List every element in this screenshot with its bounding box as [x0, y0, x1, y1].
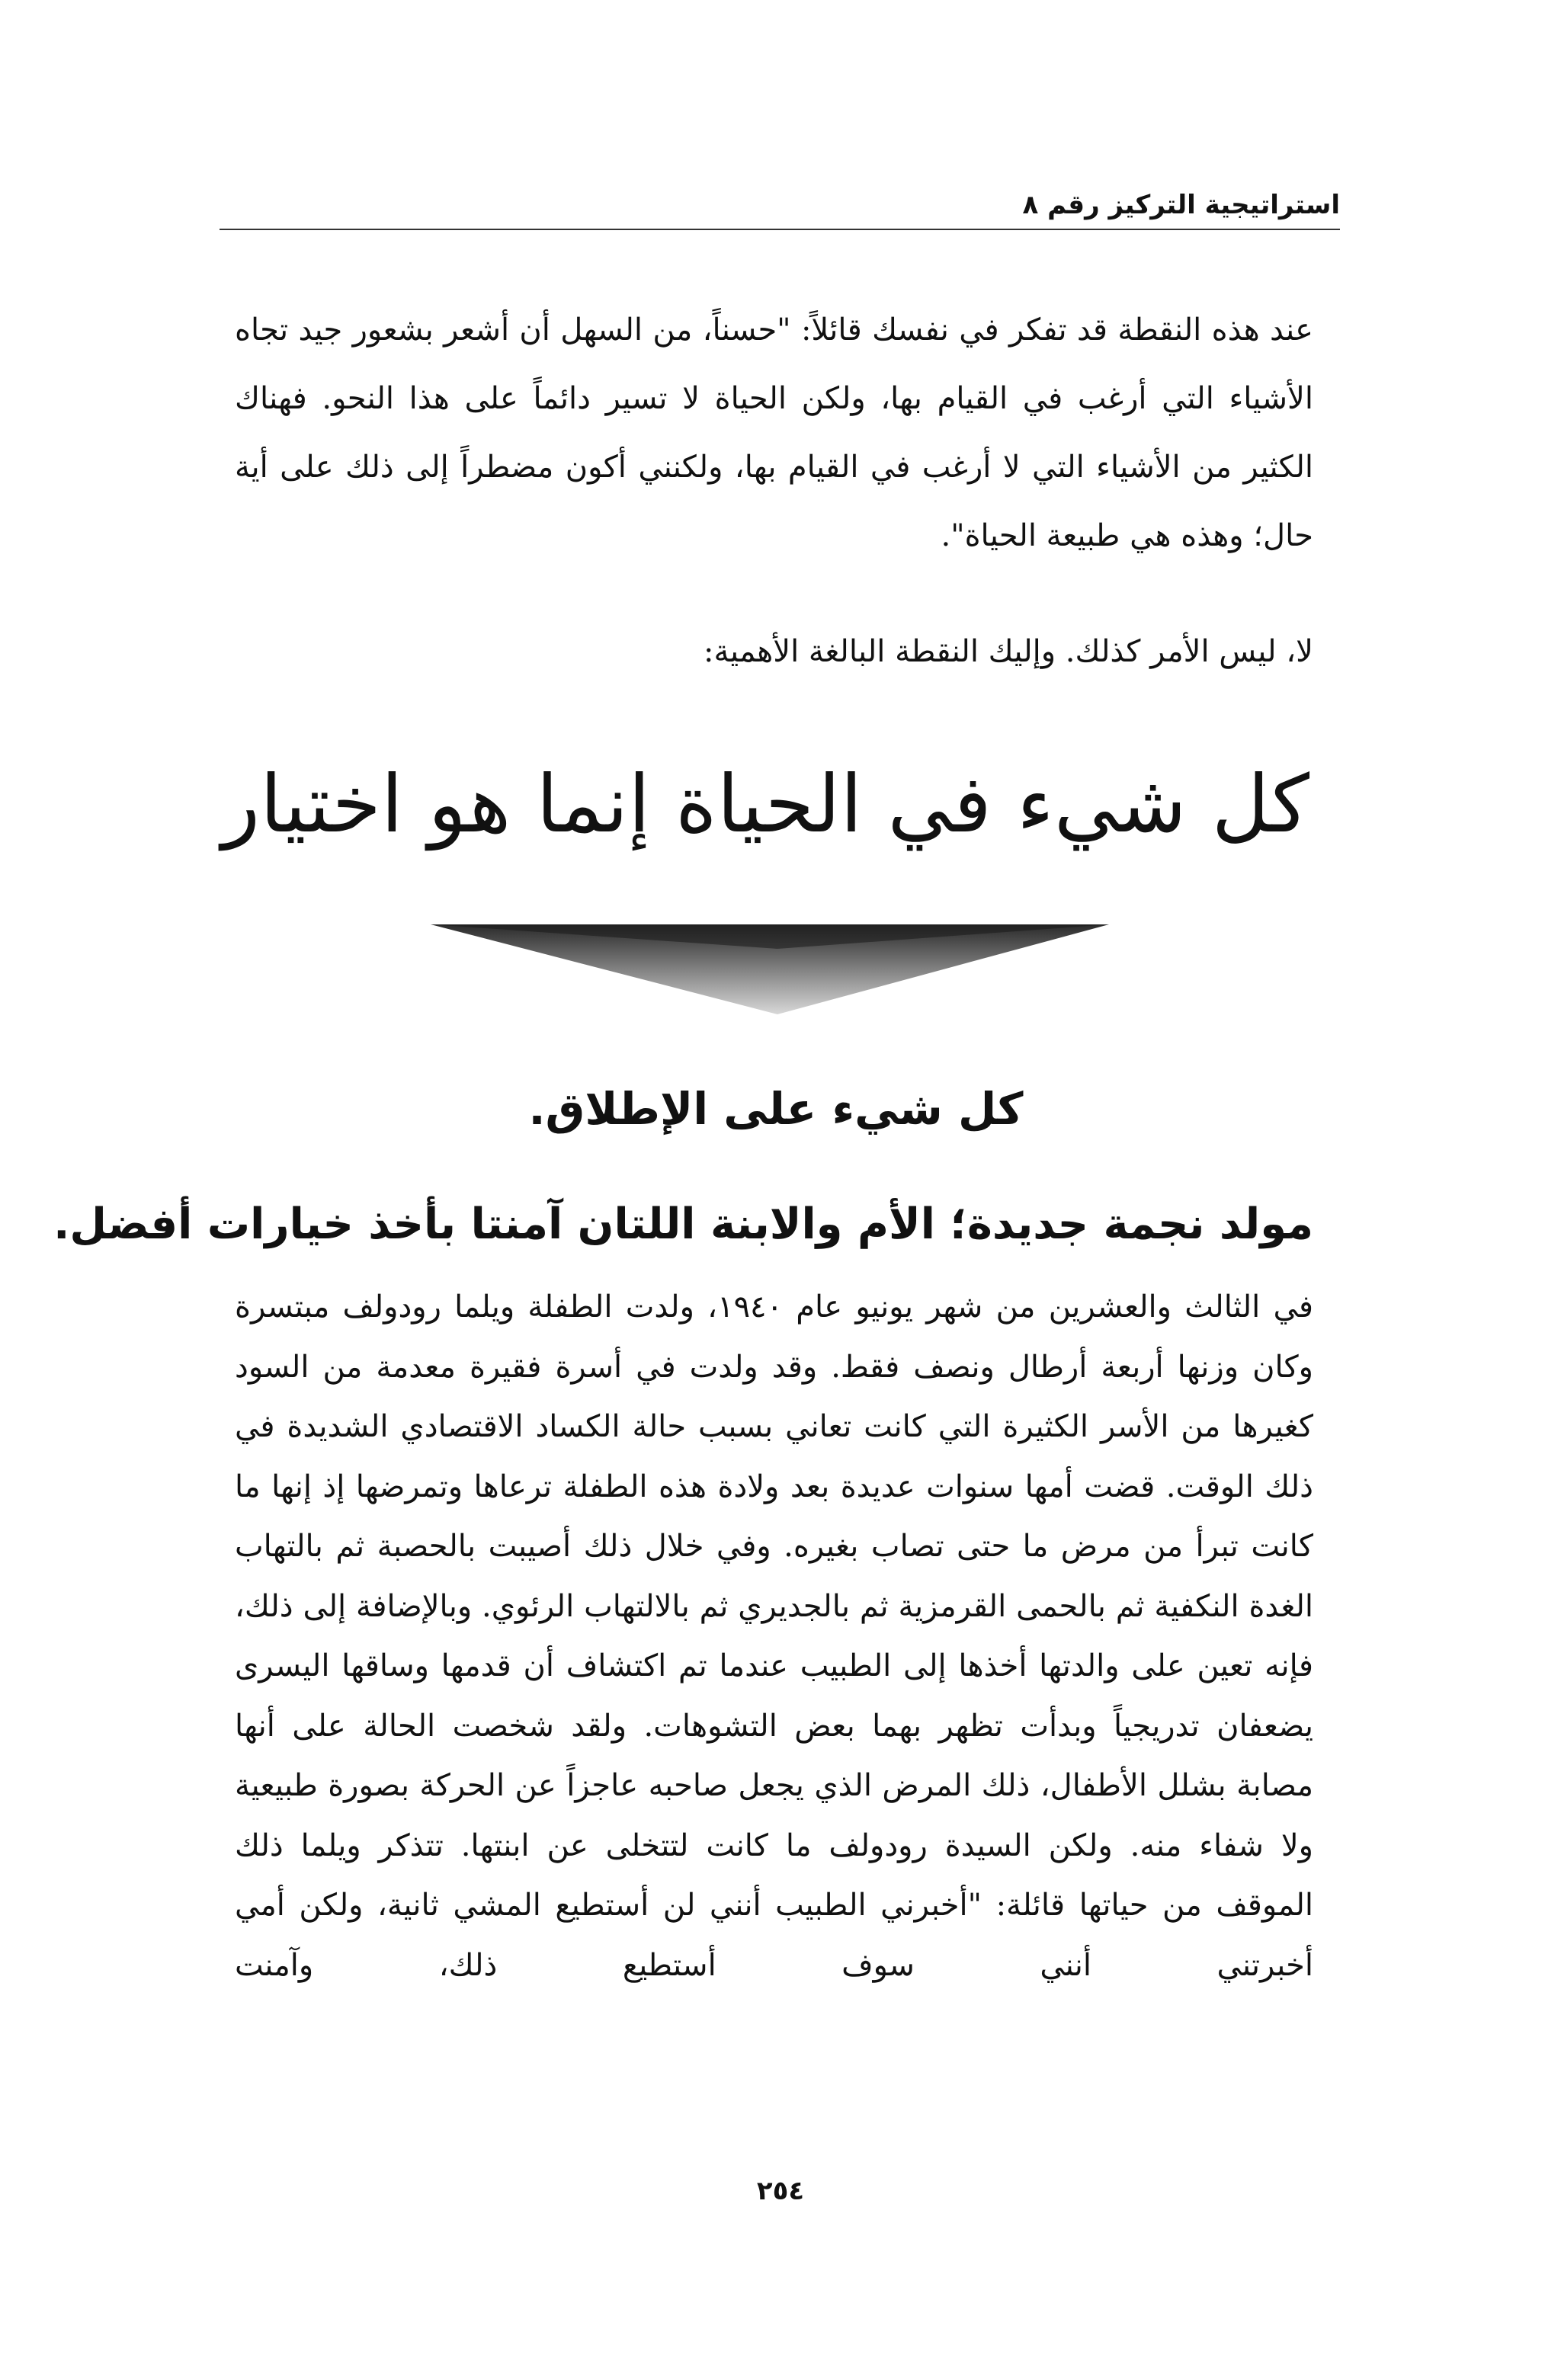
paragraph-key-point: لا، ليس الأمر كذلك. وإليك النقطة البالغة الأهمية: [704, 634, 1313, 669]
body-text: في الثالث والعشرين من شهر يونيو عام ١٩٤٠، ولدت الطفلة ويلما رودولف مبتسرة وكان وزنها أربعة أرطال ونصف فقط. وقد ولدت في أسرة فقيرة معدمة من السود كغيرها من الأسر الكثيرة التي كانت تعاني بسبب حالة الكساد الاقتصادي الشديدة في ذلك الوقت. قضت أمها سنوات عديدة بعد ولادة هذه الطفلة ترعاها وتمرضها إذ إنها ما كانت تبرأ من مرض ما حتى تصاب بغيره. وفي خلال ذلك أصيبت بالحصبة ثم بالتهاب الغدة النكفية ثم بالحمى القرمزية ثم بالجديري ثم بالالتهاب الرئوي. وبالإضافة إلى ذلك، فإنه تعين على والدتها أخذها إلى الطبيب عندما تم اكتشاف أن قدمها وساقها اليسرى يضعفان تدريجياً وبدأت تظهر بهما بعض التشوهات. ولقد شخصت الحالة على أنها مصابة بشلل الأطفال، ذلك المرض الذي يجعل صاحبه عاجزاً عن الحركة بصورة طبيعية ولا شفاء منه. ولكن السيدة رودولف ما كانت لتتخلى عن ابنتها. تتذكر ويلما ذلك الموقف من حياتها قائلة: "أخبرني الطبيب أنني لن أستطيع المشي ثانية، ولكن أمي أخبرتني أنني سوف أستطيع ذلك، وآمنت [235, 1289, 1314, 1983]
down-arrow-icon [431, 918, 1109, 1017]
subtitle: كل شيء على الإطلاق. [528, 1083, 1024, 1135]
running-header: استراتيجية التركيز رقم ٨ [1022, 190, 1340, 220]
paragraph-intro: عند هذه النقطة قد تفكر في نفسك قائلاً: "حسناً، من السهل أن أشعر بشعور جيد تجاه الأشياء التي أرغب في القيام بها، ولكن الحياة لا تسير دائماً على هذا النحو. فهناك الكثير من الأشياء التي لا أرغب في القيام بها، ولكنني أكون مضطراً إلى ذلك على أية حال؛ وهذه هي طبيعة الحياة". [235, 312, 1313, 553]
page-number: ٢٥٤ [756, 2176, 805, 2206]
slogan-calligraphy: كل شيء في الحياة إنما هو اختيار [221, 758, 1309, 850]
header-rule [220, 229, 1340, 230]
section-heading: مولد نجمة جديدة؛ الأم والابنة اللتان آمنتا بأخذ خيارات أفضل. [53, 1200, 1313, 1249]
